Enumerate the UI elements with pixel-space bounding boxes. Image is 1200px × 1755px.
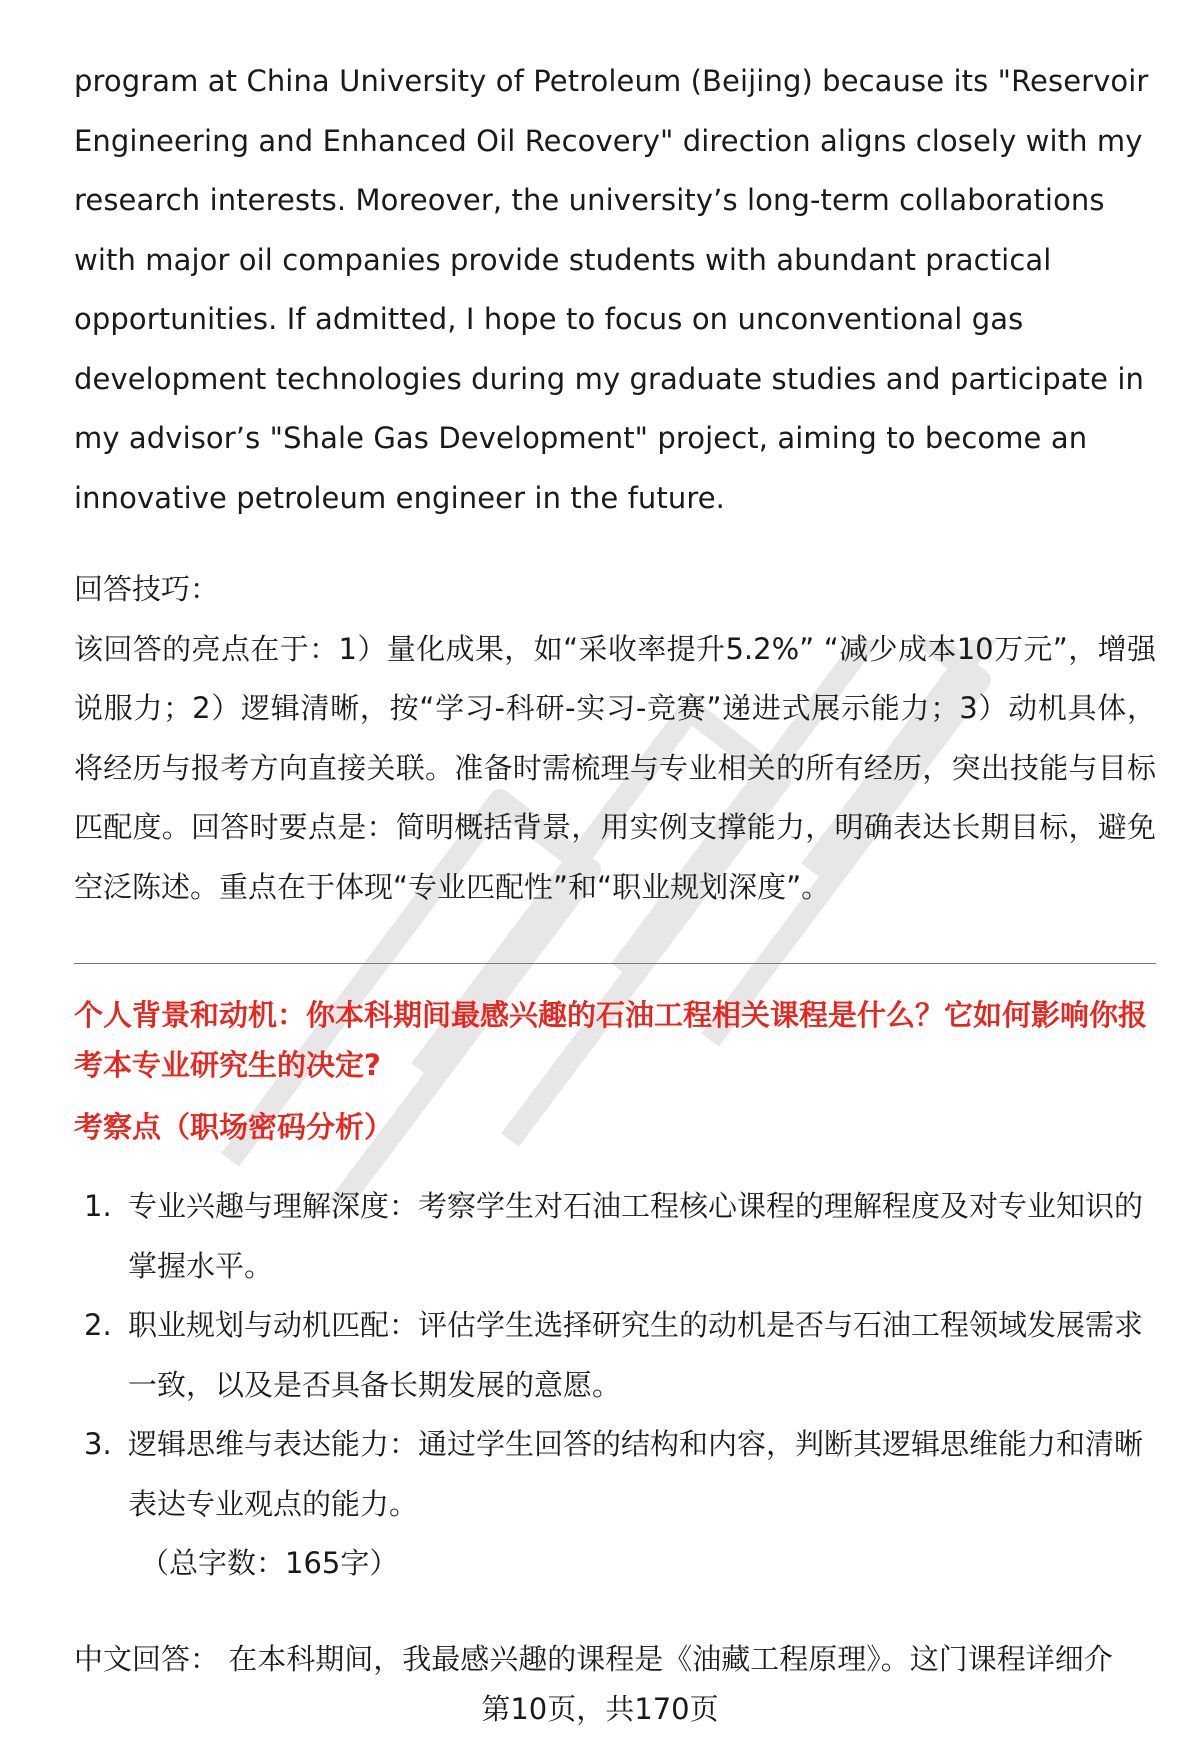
word-count: （总字数：165字） bbox=[140, 1546, 399, 1580]
list-number: 3. bbox=[84, 1427, 112, 1461]
page-footer: 第10页，共170页 bbox=[481, 1692, 719, 1726]
list-text: 逻辑思维与表达能力：通过学生回答的结构和内容，判断其逻辑思维能力和清晰表达专业观点的能力。 bbox=[128, 1427, 1144, 1521]
list-item bbox=[74, 1415, 1156, 1534]
page-content bbox=[74, 52, 1156, 917]
intro-paragraph: program at China University of Petroleum (Beijing) because its "Reservoir Engineering and Enhanced Oil Recovery" direction aligns closely with my research interests. Moreover, the university’s long-term collaborations with major oil companies provide students with abundant practical opportunities. If admitted, I hope to focus on unconventional gas development technologies during my graduate studies and participate in my advisor’s "Shale Gas Development" project, aiming to become an innovative petroleum engineer in the future. bbox=[74, 64, 1149, 515]
list-text: 职业规划与动机匹配：评估学生选择研究生的动机是否与石油工程领域发展需求一致，以及是否具备长期发展的意愿。 bbox=[128, 1308, 1144, 1402]
points-list bbox=[74, 1177, 1156, 1534]
list-item bbox=[74, 1177, 1156, 1296]
list-item bbox=[74, 1296, 1156, 1415]
list-number: 1. bbox=[84, 1189, 112, 1223]
tips-body: 该回答的亮点在于：1）量化成果，如“采收率提升5.2%” “减少成本10万元”，增强说服力；2）逻辑清晰，按“学习-科研-实习-竞赛”递进式展示能力；3）动机具体，将经历与报考方向直接关联。准备时需梳理与专业相关的所有经历，突出技能与目标匹配度。回答时要点是：简明概括背景，用实例支撑能力，明确表达长期目标，避免空泛陈述。重点在于体现“专业匹配性”和“职业规划深度”。 bbox=[74, 631, 1156, 904]
chinese-answer: 中文回答： 在本科期间，我最感兴趣的课程是《油藏工程原理》。这门课程详细介 bbox=[74, 1642, 1113, 1676]
section-title: 考察点（职场密码分析） bbox=[74, 1110, 394, 1144]
question-heading: 个人背景和动机：你本科期间最感兴趣的石油工程相关课程是什么？它如何影响你报考本专业研究生的决定? bbox=[74, 998, 1148, 1082]
section-divider bbox=[74, 963, 1156, 964]
list-number: 2. bbox=[84, 1308, 112, 1342]
list-text: 专业兴趣与理解深度：考察学生对石油工程核心课程的理解程度及对专业知识的掌握水平。 bbox=[128, 1189, 1144, 1283]
tips-label: 回答技巧： bbox=[74, 572, 220, 606]
